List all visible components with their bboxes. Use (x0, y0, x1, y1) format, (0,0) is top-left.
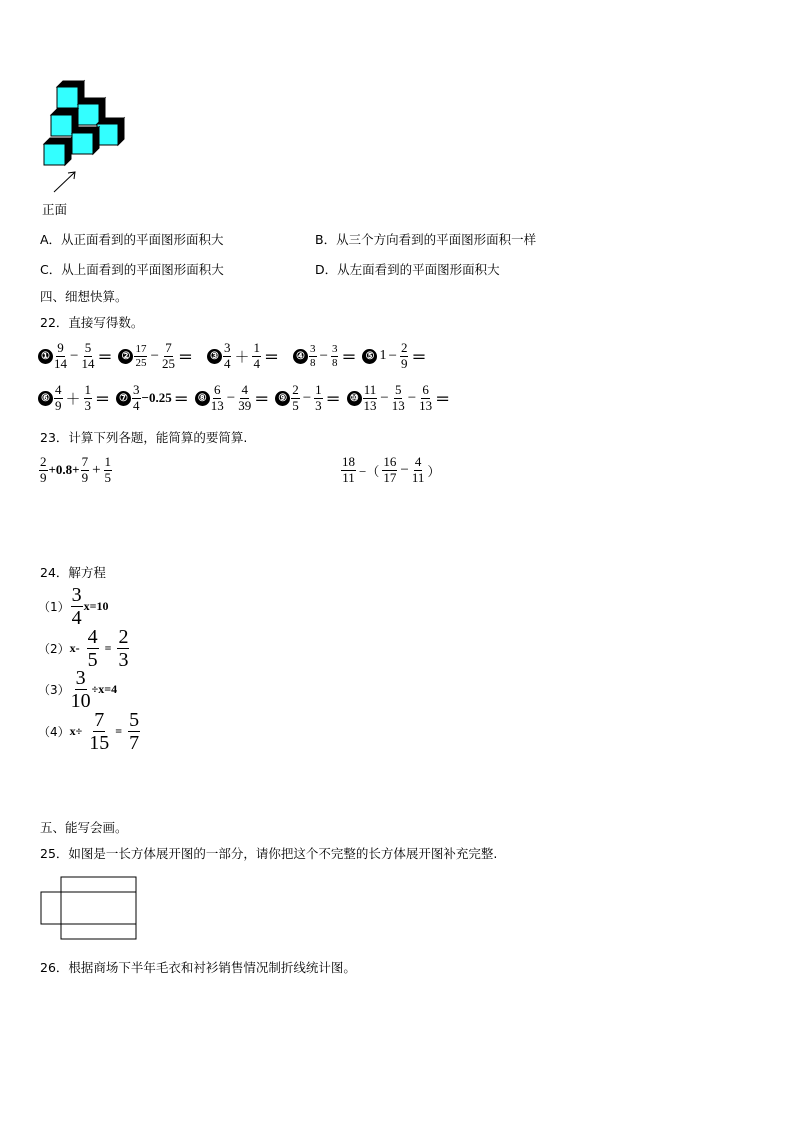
fraction: $\frac{6}{13}$ (419, 382, 433, 413)
fraction: $\frac{4}{9}$ (55, 382, 62, 413)
q23-title: 23．计算下列各题，能简算的要简算. (40, 430, 248, 445)
front-label: 正面 (42, 202, 68, 217)
cube-stack-figure (40, 78, 130, 178)
front-arrow-icon (50, 168, 80, 196)
q22-mark: ① (38, 349, 53, 364)
fraction: $\frac{9}{14}$ (54, 340, 67, 371)
fraction: $\frac{1}{3}$ (315, 382, 322, 413)
q22-mark: ⑤ (362, 349, 377, 364)
q22-mark: ④ (293, 349, 308, 364)
fraction: $\frac{4}{39}$ (238, 382, 252, 413)
q22-mark: ⑩ (347, 391, 362, 406)
option-a[interactable]: A．从正面看到的平面图形面积大 (40, 232, 224, 247)
fraction: $\frac{6}{13}$ (210, 382, 224, 413)
q22-mark: ⑥ (38, 391, 53, 406)
option-d[interactable]: D．从左面看到的平面图形面积大 (315, 262, 500, 277)
net-bottom-face (61, 924, 136, 939)
q26-title: 26．根据商场下半年毛衣和衬衫销售情况制折线统计图。 (40, 960, 356, 975)
q22-mark: ③ (207, 349, 222, 364)
q22-mark: ⑦ (116, 391, 131, 406)
q24-eq-1: （1） $\frac{3}{4}$ x=10 (38, 583, 109, 629)
fraction: $\frac{2}{9}$ (40, 454, 47, 485)
fraction: $\frac{7}{25}$ (161, 340, 175, 371)
fraction: $\frac{2}{9}$ (400, 340, 408, 371)
net-diagram (40, 876, 140, 942)
section-5-title: 五、能写会画。 (40, 820, 128, 835)
fraction: $\frac{3}{4}$ (133, 382, 140, 413)
fraction: $\frac{3}{4}$ (223, 340, 231, 371)
net-middle-face (61, 892, 136, 924)
fraction: $\frac{2}{5}$ (292, 382, 299, 413)
cube (44, 138, 71, 165)
q24-title: 24．解方程 (40, 565, 106, 580)
fraction: $\frac{3}{10}$ (70, 666, 91, 712)
fraction: $\frac{4}{11}$ (411, 454, 425, 485)
q24-eq-3: （3） $\frac{3}{10}$ ÷x=4 (38, 666, 118, 712)
fraction: $\frac{17}{25}$ (135, 343, 147, 369)
cube (97, 118, 124, 145)
fraction: $\frac{1}{4}$ (253, 340, 260, 371)
fraction: $\frac{2}{3}$ (118, 625, 129, 671)
fraction: $\frac{3}{8}$ (310, 343, 316, 369)
option-b[interactable]: B．从三个方向看到的平面图形面积一样 (315, 232, 537, 247)
option-c[interactable]: C．从上面看到的平面图形面积大 (40, 262, 224, 277)
q22-row-2: ⑥ $\frac{4}{9}$ ＋ $\frac{1}{3}$ ＝ ⑦ $\frac{3}{4}$ −0.25 ＝ ⑧ $\frac{6}{13}$ − $\frac{4}{39}$ ＝ ⑨ $\frac{2}{5}$ − $\frac{1}{3}$ ＝ ⑩ $\frac{11}{13}$ − $\frac{5}{13}$ − $\frac{6}{13}$ ＝ (38, 380, 456, 416)
fraction: $\frac{11}{13}$ (363, 382, 377, 413)
fraction: $\frac{5}{7}$ (129, 708, 140, 754)
section-4-title: 四、细想快算。 (40, 289, 128, 304)
net-left-face (41, 892, 61, 924)
fraction: $\frac{16}{17}$ (383, 454, 397, 485)
fraction: $\frac{4}{5}$ (87, 625, 98, 671)
q23-expr-1: $\frac{2}{9}$ +0.8+ $\frac{7}{9}$ + $\frac{1}{5}$ (40, 454, 112, 485)
fraction: $\frac{7}{9}$ (81, 454, 89, 485)
q22-title: 22．直接写得数。 (40, 315, 144, 330)
q23-expr-2: $\frac{18}{11}$ −（ $\frac{16}{17}$ − $\frac{4}{11}$ ） (342, 454, 441, 485)
fraction: $\frac{5}{14}$ (81, 340, 95, 371)
fraction: $\frac{7}{15}$ (89, 708, 110, 754)
fraction: $\frac{3}{8}$ (331, 343, 338, 369)
cube (72, 127, 99, 154)
fraction: $\frac{1}{3}$ (84, 382, 92, 413)
fraction: $\frac{5}{13}$ (391, 382, 405, 413)
q22-row-1: ① $\frac{9}{14}$ − $\frac{5}{14}$ ＝ ② $\frac{17}{25}$ − $\frac{7}{25}$ ＝ ③ $\frac{3}{4}$ ＋ $\frac{1}{4}$ ＝ ④ $\frac{3}{8}$ − $\frac{3}{8}$ ＝ ⑤ 1 − $\frac{2}{9}$ ＝ (38, 338, 432, 374)
fraction: $\frac{3}{4}$ (71, 583, 82, 629)
net-top-face (61, 877, 136, 892)
fraction: $\frac{18}{11}$ (342, 454, 355, 485)
q24-eq-4: （4） x÷ $\frac{7}{15}$ = $\frac{5}{7}$ (38, 708, 140, 754)
fraction: $\frac{1}{5}$ (104, 454, 112, 485)
q24-eq-2: （2） x- $\frac{4}{5}$ = $\frac{2}{3}$ (38, 625, 129, 671)
q22-mark: ⑧ (195, 391, 210, 406)
q22-mark: ② (118, 349, 133, 364)
q22-mark: ⑨ (275, 391, 290, 406)
q25-title: 25．如图是一长方体展开图的一部分，请你把这个不完整的长方体展开图补充完整. (40, 846, 498, 861)
